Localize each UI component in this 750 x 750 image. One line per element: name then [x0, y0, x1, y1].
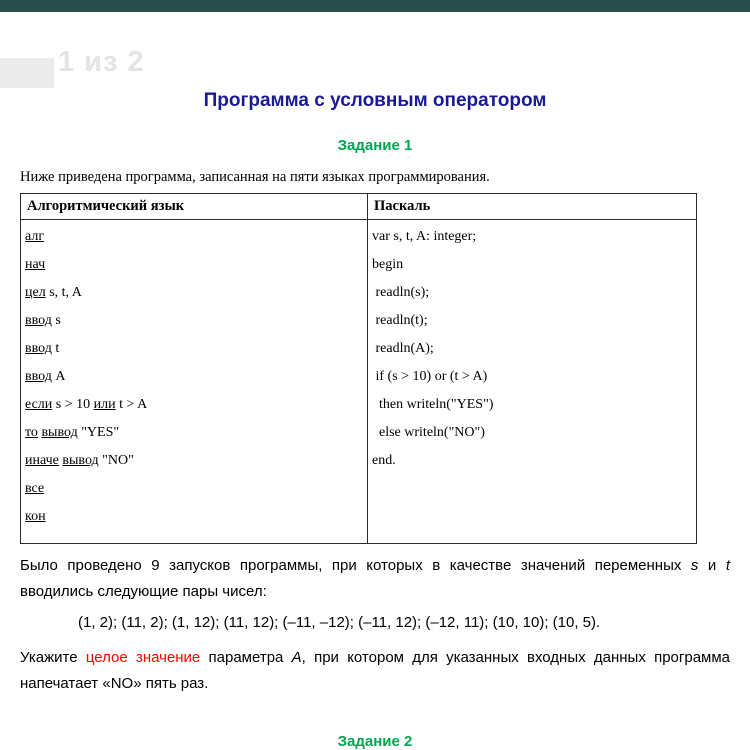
pascal-code-line: var s, t, A: integer;: [372, 229, 477, 244]
page-indicator: 1 из 2: [58, 46, 145, 78]
pascal-code-line: readln(t);: [372, 313, 428, 328]
task2-heading: Задание 2: [337, 733, 413, 750]
algo-code-line: то вывод "YES": [25, 425, 120, 440]
pascal-code-line: readln(A);: [372, 341, 434, 356]
window-top-bar: [0, 0, 750, 12]
algo-code-line: все: [25, 481, 45, 496]
pascal-code-line: begin: [372, 257, 404, 272]
algo-code-line: иначе вывод "NO": [25, 453, 134, 468]
algo-code-line: ввод t: [25, 341, 60, 356]
pascal-code-line: if (s > 10) or (t > A): [372, 369, 488, 384]
task1-heading: Задание 1: [337, 137, 413, 154]
program-table: [20, 193, 697, 544]
intro-paragraph: Ниже приведена программа, записанная на пяти языках программирования.: [20, 169, 490, 185]
left-margin-block: [0, 58, 54, 88]
algo-code-line: кон: [25, 509, 46, 524]
pairs-line: (1, 2); (11, 2); (1, 12); (11, 12); (–11, –12); (–11, 12); (–12, 11); (10, 10); (10, 5).: [78, 614, 601, 631]
column-header-algorithmic: Алгоритмический язык: [21, 194, 368, 220]
algo-code-line: цел s, t, A: [25, 285, 82, 300]
document-page: [0, 90, 750, 750]
algo-code-line: ввод s: [25, 313, 61, 328]
page-title: Программа с условным оператором: [203, 90, 547, 111]
algo-code-line: если s > 10 или t > A: [25, 397, 148, 412]
question-paragraph: Укажите целое значение параметра A, при котором для указанных входных данных программа напечатает «NO» пять раз.: [20, 649, 731, 692]
table-header-row: [21, 194, 697, 220]
column-header-pascal: Паскаль: [368, 194, 697, 220]
table-body-row: [21, 220, 697, 544]
runs-paragraph: Было проведено 9 запусков программы, при которых в качестве значений переменных s и t вводились следующие пары чисел:: [20, 557, 730, 600]
pascal-code-line: readln(s);: [372, 285, 430, 300]
algorithmic-code-cell: [21, 220, 368, 544]
algo-code-line: ввод A: [25, 369, 66, 384]
pascal-code-cell: [368, 220, 697, 544]
pascal-code-line: then writeln("YES"): [372, 397, 494, 412]
pascal-code-line: end.: [372, 453, 396, 468]
pascal-code-line: else writeln("NO"): [372, 425, 485, 440]
algo-code-line: алг: [25, 229, 45, 244]
algo-code-line: нач: [25, 257, 46, 272]
